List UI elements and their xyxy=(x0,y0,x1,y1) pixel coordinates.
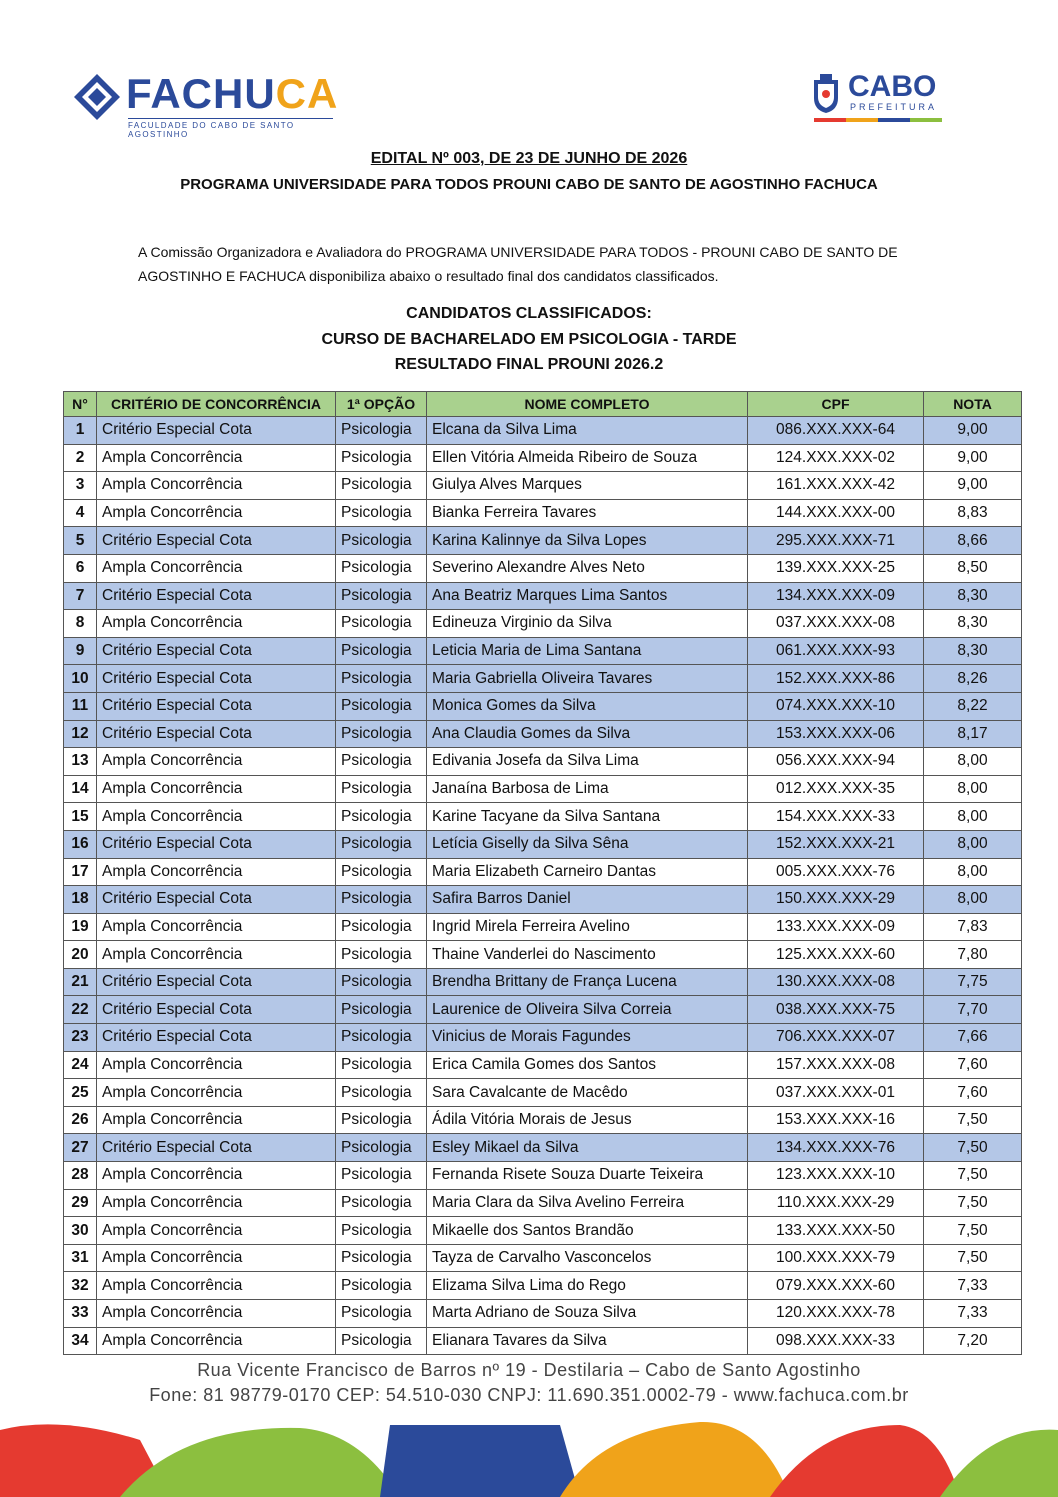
intro-paragraph: A Comissão Organizadora e Avaliadora do PROGRAMA UNIVERSIDADE PARA TODOS - PROUNI CABO DE SANTO DE AGOSTINHO E FACHUCA disponibiliza abaixo o resultado final dos candidatos classificados. xyxy=(138,244,898,284)
row-criterion: Critério Especial Cota xyxy=(97,996,336,1024)
row-cpf: 086.XXX.XXX-64 xyxy=(748,417,924,445)
table-row xyxy=(64,692,1022,720)
table-row xyxy=(64,1162,1022,1190)
row-criterion: Ampla Concorrência xyxy=(97,775,336,803)
result-heading: RESULTADO FINAL PROUNI 2026.2 xyxy=(394,356,664,373)
row-name: Letícia Giselly da Silva Sêna xyxy=(427,830,748,858)
row-cpf: 061.XXX.XXX-93 xyxy=(748,637,924,665)
col-header-option: 1ª OPÇÃO xyxy=(336,392,427,417)
row-name: Monica Gomes da Silva xyxy=(427,692,748,720)
row-grade: 7,70 xyxy=(924,996,1022,1024)
table-row xyxy=(64,996,1022,1024)
row-number: 14 xyxy=(64,775,97,803)
row-option: Psicologia xyxy=(336,1217,427,1245)
row-number: 27 xyxy=(64,1134,97,1162)
row-number: 2 xyxy=(64,444,97,472)
row-option: Psicologia xyxy=(336,665,427,693)
row-name: Maria Clara da Silva Avelino Ferreira xyxy=(427,1189,748,1217)
table-row xyxy=(64,1217,1022,1245)
table-row xyxy=(64,858,1022,886)
edital-title: EDITAL Nº 003, DE 23 DE JUNHO DE 2026 xyxy=(370,150,688,167)
row-name: Vinicius de Morais Fagundes xyxy=(427,1024,748,1052)
row-criterion: Ampla Concorrência xyxy=(97,913,336,941)
table-row xyxy=(64,637,1022,665)
row-criterion: Ampla Concorrência xyxy=(97,1272,336,1300)
row-option: Psicologia xyxy=(336,1244,427,1272)
color-stripe xyxy=(814,118,942,122)
row-number: 20 xyxy=(64,941,97,969)
table-header-row xyxy=(64,392,1022,417)
table-row xyxy=(64,417,1022,445)
row-option: Psicologia xyxy=(336,582,427,610)
row-criterion: Critério Especial Cota xyxy=(97,417,336,445)
row-criterion: Critério Especial Cota xyxy=(97,720,336,748)
row-criterion: Ampla Concorrência xyxy=(97,1106,336,1134)
row-cpf: 079.XXX.XXX-60 xyxy=(748,1272,924,1300)
row-criterion: Ampla Concorrência xyxy=(97,610,336,638)
row-number: 25 xyxy=(64,1079,97,1107)
row-criterion: Ampla Concorrência xyxy=(97,1079,336,1107)
row-number: 9 xyxy=(64,637,97,665)
row-criterion: Ampla Concorrência xyxy=(97,748,336,776)
row-option: Psicologia xyxy=(336,444,427,472)
table-row xyxy=(64,1300,1022,1328)
row-option: Psicologia xyxy=(336,527,427,555)
row-grade: 7,50 xyxy=(924,1106,1022,1134)
table-row xyxy=(64,665,1022,693)
row-grade: 8,00 xyxy=(924,748,1022,776)
row-option: Psicologia xyxy=(336,1162,427,1190)
row-name: Mikaelle dos Santos Brandão xyxy=(427,1217,748,1245)
row-criterion: Ampla Concorrência xyxy=(97,803,336,831)
row-cpf: 123.XXX.XXX-10 xyxy=(748,1162,924,1190)
row-number: 34 xyxy=(64,1327,97,1355)
table-row xyxy=(64,1327,1022,1355)
row-criterion: Ampla Concorrência xyxy=(97,1162,336,1190)
row-grade: 7,75 xyxy=(924,968,1022,996)
row-option: Psicologia xyxy=(336,775,427,803)
row-cpf: 153.XXX.XXX-16 xyxy=(748,1106,924,1134)
row-option: Psicologia xyxy=(336,858,427,886)
row-name: Maria Elizabeth Carneiro Dantas xyxy=(427,858,748,886)
footer-address: Rua Vicente Francisco de Barros nº 19 - Destilaria – Cabo de Santo Agostinho xyxy=(197,1360,861,1380)
row-grade: 7,33 xyxy=(924,1300,1022,1328)
course-heading: CURSO DE BACHARELADO EM PSICOLOGIA - TARDE xyxy=(321,331,737,348)
table-row xyxy=(64,1051,1022,1079)
row-grade: 9,00 xyxy=(924,417,1022,445)
row-option: Psicologia xyxy=(336,1327,427,1355)
row-name: Thaine Vanderlei do Nascimento xyxy=(427,941,748,969)
row-criterion: Ampla Concorrência xyxy=(97,858,336,886)
col-header-grade: NOTA xyxy=(924,392,1022,417)
row-cpf: 706.XXX.XXX-07 xyxy=(748,1024,924,1052)
row-grade: 7,20 xyxy=(924,1327,1022,1355)
row-number: 5 xyxy=(64,527,97,555)
row-criterion: Ampla Concorrência xyxy=(97,1300,336,1328)
row-number: 4 xyxy=(64,499,97,527)
table-row xyxy=(64,803,1022,831)
row-number: 12 xyxy=(64,720,97,748)
row-number: 7 xyxy=(64,582,97,610)
row-name: Sara Cavalcante de Macêdo xyxy=(427,1079,748,1107)
row-criterion: Critério Especial Cota xyxy=(97,1134,336,1162)
row-option: Psicologia xyxy=(336,1189,427,1217)
row-option: Psicologia xyxy=(336,1051,427,1079)
footer-contact: Fone: 81 98779-0170 CEP: 54.510-030 CNPJ: 11.690.351.0002-79 - www.fachuca.com.br xyxy=(149,1385,909,1405)
row-cpf: 125.XXX.XXX-60 xyxy=(748,941,924,969)
row-grade: 9,00 xyxy=(924,444,1022,472)
row-cpf: 133.XXX.XXX-09 xyxy=(748,913,924,941)
table-row xyxy=(64,775,1022,803)
row-grade: 8,00 xyxy=(924,830,1022,858)
row-criterion: Ampla Concorrência xyxy=(97,499,336,527)
row-grade: 9,00 xyxy=(924,472,1022,500)
row-option: Psicologia xyxy=(336,996,427,1024)
row-criterion: Ampla Concorrência xyxy=(97,554,336,582)
row-grade: 8,17 xyxy=(924,720,1022,748)
table-row xyxy=(64,610,1022,638)
row-number: 6 xyxy=(64,554,97,582)
results-table xyxy=(63,391,1022,1355)
row-cpf: 130.XXX.XXX-08 xyxy=(748,968,924,996)
row-grade: 7,83 xyxy=(924,913,1022,941)
row-cpf: 157.XXX.XXX-08 xyxy=(748,1051,924,1079)
row-grade: 8,83 xyxy=(924,499,1022,527)
row-criterion: Critério Especial Cota xyxy=(97,692,336,720)
row-grade: 8,30 xyxy=(924,637,1022,665)
row-name: Erica Camila Gomes dos Santos xyxy=(427,1051,748,1079)
row-name: Ádila Vitória Morais de Jesus xyxy=(427,1106,748,1134)
cabo-wordmark: CABO xyxy=(848,70,937,103)
row-name: Karine Tacyane da Silva Santana xyxy=(427,803,748,831)
row-grade: 7,66 xyxy=(924,1024,1022,1052)
row-grade: 8,30 xyxy=(924,582,1022,610)
row-option: Psicologia xyxy=(336,499,427,527)
row-number: 21 xyxy=(64,968,97,996)
fachuca-logo xyxy=(72,70,342,139)
row-number: 13 xyxy=(64,748,97,776)
table-row xyxy=(64,830,1022,858)
row-name: Giulya Alves Marques xyxy=(427,472,748,500)
row-option: Psicologia xyxy=(336,803,427,831)
decorative-color-band xyxy=(0,1420,1058,1497)
row-option: Psicologia xyxy=(336,1024,427,1052)
row-criterion: Ampla Concorrência xyxy=(97,472,336,500)
row-criterion: Critério Especial Cota xyxy=(97,886,336,914)
row-cpf: 012.XXX.XXX-35 xyxy=(748,775,924,803)
row-criterion: Ampla Concorrência xyxy=(97,1051,336,1079)
city-seal-icon xyxy=(810,72,842,114)
row-grade: 8,00 xyxy=(924,775,1022,803)
row-criterion: Ampla Concorrência xyxy=(97,1217,336,1245)
row-option: Psicologia xyxy=(336,1134,427,1162)
row-option: Psicologia xyxy=(336,417,427,445)
row-cpf: 056.XXX.XXX-94 xyxy=(748,748,924,776)
row-name: Safira Barros Daniel xyxy=(427,886,748,914)
table-row xyxy=(64,1024,1022,1052)
row-grade: 8,50 xyxy=(924,554,1022,582)
row-cpf: 295.XXX.XXX-71 xyxy=(748,527,924,555)
table-row xyxy=(64,472,1022,500)
row-name: Elizama Silva Lima do Rego xyxy=(427,1272,748,1300)
row-name: Brendha Brittany de França Lucena xyxy=(427,968,748,996)
row-number: 24 xyxy=(64,1051,97,1079)
row-number: 29 xyxy=(64,1189,97,1217)
table-row xyxy=(64,444,1022,472)
row-criterion: Critério Especial Cota xyxy=(97,527,336,555)
row-name: Ana Beatriz Marques Lima Santos xyxy=(427,582,748,610)
row-option: Psicologia xyxy=(336,748,427,776)
row-cpf: 098.XXX.XXX-33 xyxy=(748,1327,924,1355)
col-header-cpf: CPF xyxy=(748,392,924,417)
row-name: Bianka Ferreira Tavares xyxy=(427,499,748,527)
row-grade: 7,50 xyxy=(924,1134,1022,1162)
row-number: 33 xyxy=(64,1300,97,1328)
table-row xyxy=(64,886,1022,914)
row-grade: 7,33 xyxy=(924,1272,1022,1300)
row-number: 19 xyxy=(64,913,97,941)
row-cpf: 005.XXX.XXX-76 xyxy=(748,858,924,886)
row-cpf: 124.XXX.XXX-02 xyxy=(748,444,924,472)
row-criterion: Critério Especial Cota xyxy=(97,1024,336,1052)
row-option: Psicologia xyxy=(336,968,427,996)
row-name: Ingrid Mirela Ferreira Avelino xyxy=(427,913,748,941)
row-cpf: 134.XXX.XXX-76 xyxy=(748,1134,924,1162)
row-cpf: 037.XXX.XXX-01 xyxy=(748,1079,924,1107)
fachuca-diamond-icon xyxy=(72,72,122,122)
table-row xyxy=(64,1106,1022,1134)
col-header-name: NOME COMPLETO xyxy=(427,392,748,417)
row-grade: 7,60 xyxy=(924,1051,1022,1079)
row-grade: 8,66 xyxy=(924,527,1022,555)
row-criterion: Ampla Concorrência xyxy=(97,1327,336,1355)
col-header-criterion: CRITÉRIO DE CONCORRÊNCIA xyxy=(97,392,336,417)
row-cpf: 154.XXX.XXX-33 xyxy=(748,803,924,831)
cabo-prefeitura-logo xyxy=(810,70,950,126)
row-number: 23 xyxy=(64,1024,97,1052)
row-cpf: 152.XXX.XXX-21 xyxy=(748,830,924,858)
row-option: Psicologia xyxy=(336,1079,427,1107)
row-option: Psicologia xyxy=(336,472,427,500)
row-cpf: 152.XXX.XXX-86 xyxy=(748,665,924,693)
row-cpf: 150.XXX.XXX-29 xyxy=(748,886,924,914)
row-number: 11 xyxy=(64,692,97,720)
row-name: Tayza de Carvalho Vasconcelos xyxy=(427,1244,748,1272)
row-option: Psicologia xyxy=(336,830,427,858)
row-option: Psicologia xyxy=(336,720,427,748)
row-option: Psicologia xyxy=(336,913,427,941)
table-row xyxy=(64,968,1022,996)
table-row xyxy=(64,527,1022,555)
row-name: Edivania Josefa da Silva Lima xyxy=(427,748,748,776)
row-cpf: 144.XXX.XXX-00 xyxy=(748,499,924,527)
table-row xyxy=(64,554,1022,582)
row-name: Karina Kalinnye da Silva Lopes xyxy=(427,527,748,555)
row-criterion: Ampla Concorrência xyxy=(97,1244,336,1272)
row-number: 32 xyxy=(64,1272,97,1300)
row-option: Psicologia xyxy=(336,941,427,969)
row-cpf: 100.XXX.XXX-79 xyxy=(748,1244,924,1272)
row-option: Psicologia xyxy=(336,637,427,665)
row-criterion: Critério Especial Cota xyxy=(97,582,336,610)
row-number: 16 xyxy=(64,830,97,858)
row-criterion: Ampla Concorrência xyxy=(97,941,336,969)
row-name: Ellen Vitória Almeida Ribeiro de Souza xyxy=(427,444,748,472)
row-grade: 7,50 xyxy=(924,1244,1022,1272)
row-cpf: 139.XXX.XXX-25 xyxy=(748,554,924,582)
row-name: Laurenice de Oliveira Silva Correia xyxy=(427,996,748,1024)
fachuca-wordmark: FACHUCA xyxy=(126,70,339,117)
col-header-number: N° xyxy=(64,392,97,417)
row-number: 30 xyxy=(64,1217,97,1245)
table-row xyxy=(64,1079,1022,1107)
row-criterion: Ampla Concorrência xyxy=(97,444,336,472)
row-grade: 8,00 xyxy=(924,803,1022,831)
row-grade: 7,50 xyxy=(924,1162,1022,1190)
row-option: Psicologia xyxy=(336,692,427,720)
table-row xyxy=(64,1189,1022,1217)
row-name: Esley Mikael da Silva xyxy=(427,1134,748,1162)
table-row xyxy=(64,941,1022,969)
row-cpf: 037.XXX.XXX-08 xyxy=(748,610,924,638)
row-grade: 7,50 xyxy=(924,1217,1022,1245)
row-grade: 8,22 xyxy=(924,692,1022,720)
row-grade: 8,30 xyxy=(924,610,1022,638)
row-criterion: Critério Especial Cota xyxy=(97,637,336,665)
row-number: 8 xyxy=(64,610,97,638)
row-number: 31 xyxy=(64,1244,97,1272)
table-row xyxy=(64,1272,1022,1300)
row-number: 17 xyxy=(64,858,97,886)
row-name: Elianara Tavares da Silva xyxy=(427,1327,748,1355)
row-name: Elcana da Silva Lima xyxy=(427,417,748,445)
table-row xyxy=(64,720,1022,748)
table-row xyxy=(64,913,1022,941)
row-cpf: 038.XXX.XXX-75 xyxy=(748,996,924,1024)
row-name: Fernanda Risete Souza Duarte Teixeira xyxy=(427,1162,748,1190)
row-number: 18 xyxy=(64,886,97,914)
prefeitura-label: PREFEITURA xyxy=(850,102,938,112)
row-name: Ana Claudia Gomes da Silva xyxy=(427,720,748,748)
row-criterion: Critério Especial Cota xyxy=(97,665,336,693)
row-number: 15 xyxy=(64,803,97,831)
row-criterion: Critério Especial Cota xyxy=(97,830,336,858)
row-number: 26 xyxy=(64,1106,97,1134)
table-row xyxy=(64,499,1022,527)
table-row xyxy=(64,582,1022,610)
row-name: Marta Adriano de Souza Silva xyxy=(427,1300,748,1328)
row-grade: 8,00 xyxy=(924,886,1022,914)
row-cpf: 153.XXX.XXX-06 xyxy=(748,720,924,748)
row-cpf: 161.XXX.XXX-42 xyxy=(748,472,924,500)
row-grade: 7,80 xyxy=(924,941,1022,969)
row-name: Janaína Barbosa de Lima xyxy=(427,775,748,803)
row-number: 3 xyxy=(64,472,97,500)
row-name: Leticia Maria de Lima Santana xyxy=(427,637,748,665)
row-option: Psicologia xyxy=(336,1106,427,1134)
row-name: Severino Alexandre Alves Neto xyxy=(427,554,748,582)
row-grade: 7,60 xyxy=(924,1079,1022,1107)
row-number: 1 xyxy=(64,417,97,445)
row-criterion: Critério Especial Cota xyxy=(97,968,336,996)
table-row xyxy=(64,748,1022,776)
row-name: Maria Gabriella Oliveira Tavares xyxy=(427,665,748,693)
row-grade: 8,00 xyxy=(924,858,1022,886)
row-option: Psicologia xyxy=(336,1272,427,1300)
row-cpf: 133.XXX.XXX-50 xyxy=(748,1217,924,1245)
row-criterion: Ampla Concorrência xyxy=(97,1189,336,1217)
row-number: 22 xyxy=(64,996,97,1024)
row-grade: 7,50 xyxy=(924,1189,1022,1217)
row-option: Psicologia xyxy=(336,886,427,914)
table-row xyxy=(64,1134,1022,1162)
row-cpf: 110.XXX.XXX-29 xyxy=(748,1189,924,1217)
row-option: Psicologia xyxy=(336,1300,427,1328)
row-cpf: 120.XXX.XXX-78 xyxy=(748,1300,924,1328)
row-cpf: 134.XXX.XXX-09 xyxy=(748,582,924,610)
row-number: 10 xyxy=(64,665,97,693)
row-number: 28 xyxy=(64,1162,97,1190)
row-grade: 8,26 xyxy=(924,665,1022,693)
row-cpf: 074.XXX.XXX-10 xyxy=(748,692,924,720)
row-option: Psicologia xyxy=(336,554,427,582)
program-subtitle: PROGRAMA UNIVERSIDADE PARA TODOS PROUNI CABO DE SANTO DE AGOSTINHO FACHUCA xyxy=(180,176,878,193)
fachuca-tagline: FACULDADE DO CABO DE SANTO AGOSTINHO xyxy=(128,118,333,139)
section-heading: CANDIDATOS CLASSIFICADOS: xyxy=(406,305,652,322)
table-row xyxy=(64,1244,1022,1272)
row-name: Edineuza Virginio da Silva xyxy=(427,610,748,638)
row-option: Psicologia xyxy=(336,610,427,638)
